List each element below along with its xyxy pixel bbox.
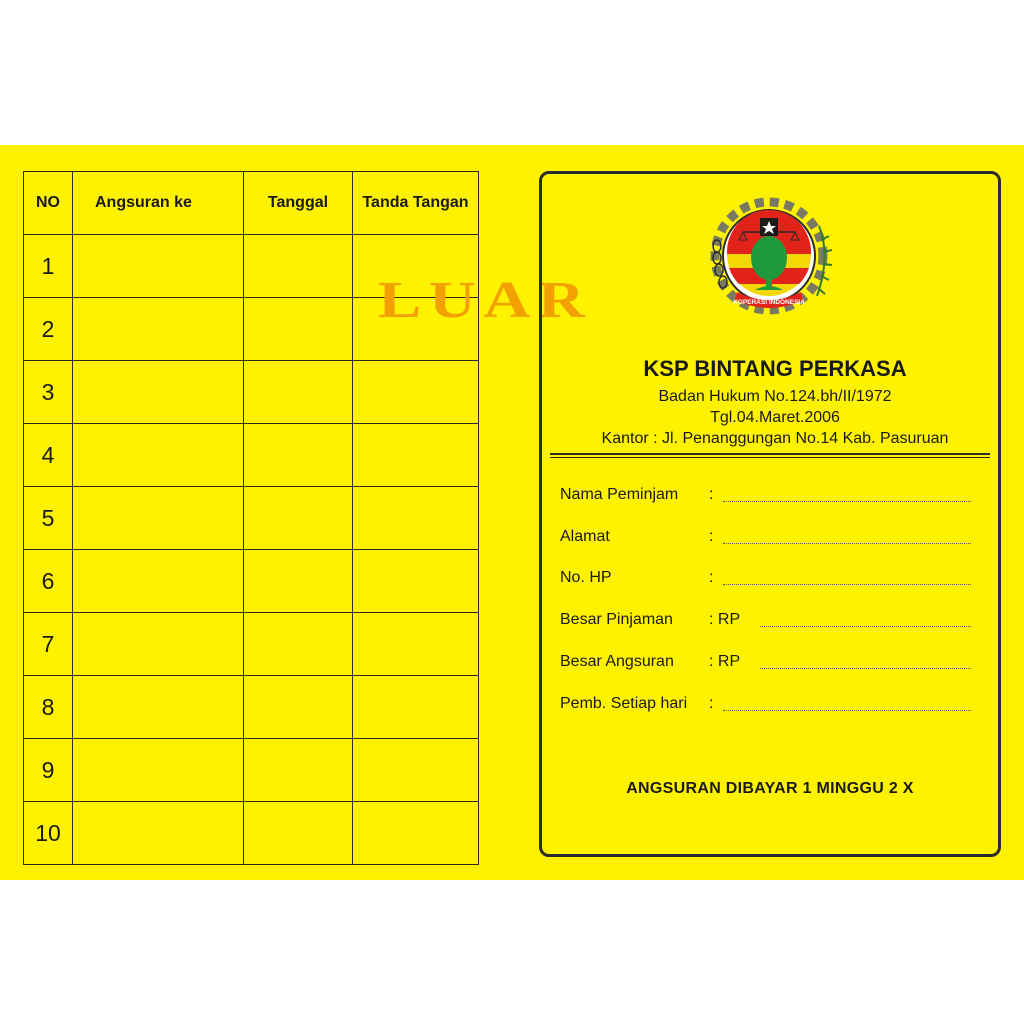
installment-cell[interactable] xyxy=(73,487,244,550)
row-number: 5 xyxy=(24,487,73,550)
header-installment: Angsuran ke xyxy=(73,172,244,235)
date-cell[interactable] xyxy=(244,613,353,676)
table-row xyxy=(24,676,479,739)
fill-line[interactable] xyxy=(760,626,971,627)
field-prefix: : RP xyxy=(709,653,741,670)
phone-field[interactable] xyxy=(560,569,971,591)
installment-cell[interactable] xyxy=(73,361,244,424)
legal-entity-number: Badan Hukum No.124.bh/II/1972 xyxy=(658,388,892,405)
date-cell[interactable] xyxy=(244,361,353,424)
field-label: Besar Pinjaman xyxy=(560,611,673,628)
date-cell[interactable] xyxy=(244,739,353,802)
row-number: 1 xyxy=(24,235,73,298)
field-label: No. HP xyxy=(560,569,612,586)
date-cell[interactable] xyxy=(244,424,353,487)
installment-cell[interactable] xyxy=(73,550,244,613)
table-row xyxy=(24,550,479,613)
logo-ribbon-text: KOPERASI INDONESIA xyxy=(733,299,805,306)
header-divider xyxy=(550,453,990,458)
signature-cell[interactable] xyxy=(353,550,479,613)
date-cell[interactable] xyxy=(244,298,353,361)
fill-line[interactable] xyxy=(723,543,971,544)
field-prefix: : xyxy=(709,528,714,545)
installment-card xyxy=(0,145,1024,880)
signature-cell[interactable] xyxy=(353,361,479,424)
table-row xyxy=(24,613,479,676)
field-label: Nama Peminjam xyxy=(560,486,679,503)
row-number: 3 xyxy=(24,361,73,424)
fill-line[interactable] xyxy=(760,668,971,669)
date-cell[interactable] xyxy=(244,802,353,865)
installment-cell[interactable] xyxy=(73,676,244,739)
signature-cell[interactable] xyxy=(353,676,479,739)
installment-cell[interactable] xyxy=(73,298,244,361)
signature-cell[interactable] xyxy=(353,424,479,487)
installment-cell[interactable] xyxy=(73,739,244,802)
installment-cell[interactable] xyxy=(73,613,244,676)
field-prefix: : RP xyxy=(709,611,741,628)
signature-cell[interactable] xyxy=(353,487,479,550)
table-row xyxy=(24,424,479,487)
signature-cell[interactable] xyxy=(353,613,479,676)
signature-cell[interactable] xyxy=(353,802,479,865)
field-prefix: : xyxy=(709,695,714,712)
table-row xyxy=(24,361,479,424)
table-row xyxy=(24,739,479,802)
row-number: 7 xyxy=(24,613,73,676)
borrower-info-panel xyxy=(539,171,1001,857)
row-number: 4 xyxy=(24,424,73,487)
row-number: 8 xyxy=(24,676,73,739)
signature-cell[interactable] xyxy=(353,739,479,802)
establishment-date: Tgl.04.Maret.2006 xyxy=(710,409,840,426)
address-field[interactable] xyxy=(560,528,971,550)
date-cell[interactable] xyxy=(244,550,353,613)
payment-schedule-note: ANGSURAN DIBAYAR 1 MINGGU 2 X xyxy=(626,780,914,797)
fill-line[interactable] xyxy=(723,710,971,711)
field-label: Besar Angsuran xyxy=(560,653,674,670)
table-row xyxy=(24,487,479,550)
borrower-name-field[interactable] xyxy=(560,486,971,508)
field-prefix: : xyxy=(709,569,714,586)
daily-payment-field[interactable] xyxy=(560,695,971,717)
field-prefix: : xyxy=(709,486,714,503)
field-label: Alamat xyxy=(560,528,610,545)
header-signature: Tanda Tangan xyxy=(353,172,479,235)
field-label: Pemb. Setiap hari xyxy=(560,695,688,712)
header-no: NO xyxy=(24,172,73,235)
loan-amount-field[interactable] xyxy=(560,611,971,633)
date-cell[interactable] xyxy=(244,487,353,550)
watermark-text: LUAR xyxy=(378,272,593,329)
koperasi-logo-icon xyxy=(707,196,841,320)
date-cell[interactable] xyxy=(244,676,353,739)
table-header-row xyxy=(24,172,479,235)
installment-cell[interactable] xyxy=(73,424,244,487)
organization-name: KSP BINTANG PERKASA xyxy=(643,356,907,381)
table-row xyxy=(24,802,479,865)
installment-amount-field[interactable] xyxy=(560,653,971,675)
office-address: Kantor : Jl. Penanggungan No.14 Kab. Pasuruan xyxy=(601,430,949,447)
fill-line[interactable] xyxy=(723,501,971,502)
row-number: 9 xyxy=(24,739,73,802)
date-cell[interactable] xyxy=(244,235,353,298)
installment-cell[interactable] xyxy=(73,235,244,298)
fill-line[interactable] xyxy=(723,584,971,585)
header-date: Tanggal xyxy=(244,172,353,235)
row-number: 10 xyxy=(24,802,73,865)
row-number: 2 xyxy=(24,298,73,361)
installment-cell[interactable] xyxy=(73,802,244,865)
row-number: 6 xyxy=(24,550,73,613)
